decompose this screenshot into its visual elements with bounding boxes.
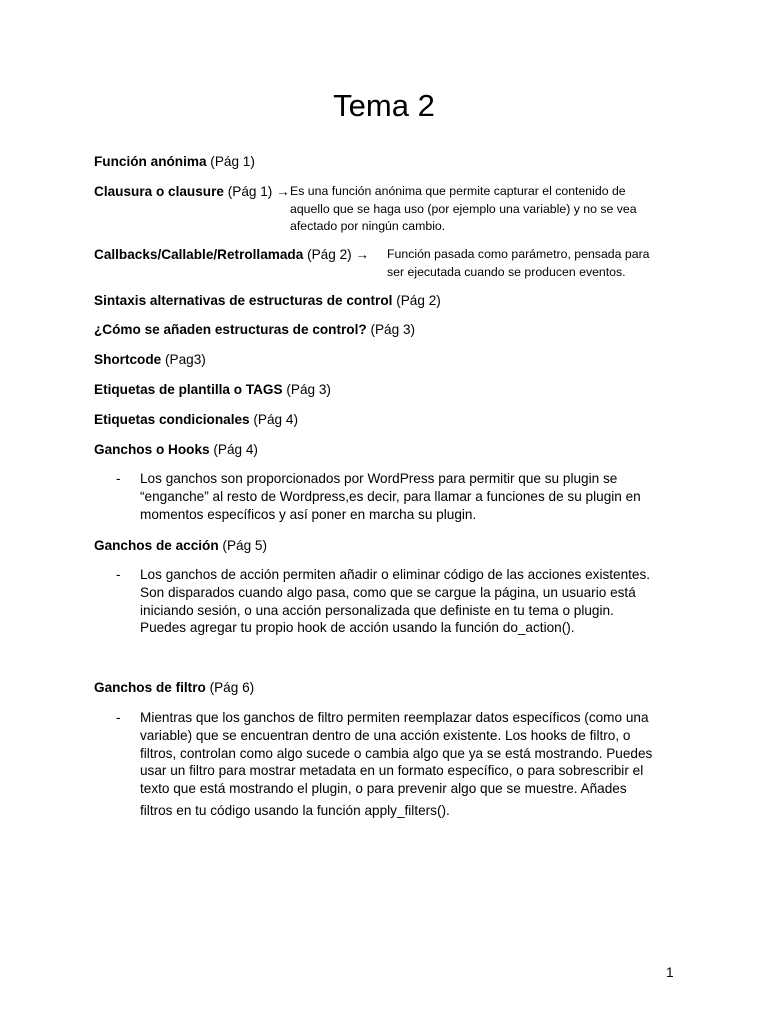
entry-page-ref: (Pág 2) [392, 293, 441, 308]
entry-callbacks [94, 246, 369, 263]
entry-term: Función anónima [94, 154, 207, 169]
paragraph-line: Mientras que los ganchos de filtro permiten reemplazar datos específicos (como una [140, 710, 649, 725]
paragraph-line: Los ganchos son proporcionados por WordPress para permitir que su plugin se [140, 471, 618, 486]
entry-ganchos-accion [94, 537, 267, 554]
entry-term: Clausura o clausure [94, 184, 224, 199]
ganchos-filtro-paragraph [140, 709, 680, 820]
entry-como-anaden [94, 321, 415, 338]
paragraph-line: Puedes agregar tu propio hook de acción usando la función do_action(). [140, 620, 575, 636]
entry-page-ref: (Pág 3) [282, 382, 331, 397]
entry-term: Ganchos de acción [94, 538, 219, 553]
page-number: 1 [666, 965, 674, 980]
description-line: Función pasada como parámetro, pensada para [387, 247, 650, 261]
ganchos-accion-paragraph [140, 566, 680, 637]
paragraph-line: Son disparados cuando algo pasa, como que se cargue la página, un usuario está [140, 584, 636, 600]
paragraph-line: “enganche” al resto de Wordpress,es decir, para llamar a funciones de su plugin en [140, 488, 641, 504]
list-bullet: - [116, 567, 121, 582]
entry-page-ref: (Pág 5) [218, 538, 268, 553]
entry-funcion-anonima [94, 153, 255, 170]
entry-term: Ganchos o Hooks [94, 442, 210, 457]
entry-sintaxis [94, 292, 441, 309]
entry-page-ref: (Pág 3) [366, 322, 416, 337]
entry-page-ref: (Pág 4) [249, 412, 298, 427]
description-line: ser ejecutada cuando se producen eventos. [387, 264, 626, 279]
description-line: Es una función anónima que permite capturar el contenido de [290, 184, 626, 198]
paragraph-line: momentos específicos y así poner en marcha su plugin. [140, 506, 477, 522]
paragraph-line: filtros, controlan como algo sucede o cambia algo que ya se está mostrando. Puedes [140, 745, 653, 761]
paragraph-line: usar un filtro para mostrar metadata en un formato específico, o para sobrescribir el [140, 763, 644, 779]
entry-term: Etiquetas de plantilla o TAGS [94, 382, 283, 397]
entry-term: Callbacks/Callable/Retrollamada [94, 247, 304, 262]
entry-page-ref: (Pág 4) [209, 442, 258, 457]
entry-term: Ganchos de filtro [94, 680, 206, 695]
entry-ganchos-hooks [94, 441, 258, 458]
entry-page-ref: (Pág 2) → [303, 247, 370, 262]
entry-page-ref: (Pág 1) [206, 154, 255, 169]
list-bullet: - [116, 710, 121, 725]
page-title: Tema 2 [333, 88, 435, 123]
entry-clausura [94, 183, 290, 200]
entry-term: Shortcode [94, 352, 162, 367]
description-line: aquello que se haga uso (por ejemplo una variable) y no se vea [290, 201, 637, 216]
entry-page-ref: (Pág 1) → [223, 184, 290, 199]
entry-etiquetas-plantilla [94, 381, 331, 398]
paragraph-line: variable) que se encuentran dentro de una acción existente. Los hooks de filtro, o [140, 727, 631, 743]
entry-etiquetas-condicionales [94, 411, 298, 428]
entry-ganchos-filtro [94, 679, 254, 696]
paragraph-line: texto que está mostrando el plugin, o para prevenir algo que se muestre. Añades [140, 781, 627, 797]
callbacks-description [387, 246, 650, 281]
entry-term: Etiquetas condicionales [94, 412, 250, 427]
entry-page-ref: (Pág 6) [205, 680, 255, 695]
paragraph-line: filtros en tu código usando la función apply_filters(). [140, 802, 450, 818]
ganchos-hooks-paragraph [140, 470, 680, 523]
entry-term: Sintaxis alternativas de estructuras de control [94, 293, 393, 308]
description-line: afectado por ningún cambio. [290, 219, 446, 233]
clausura-description [290, 183, 637, 236]
paragraph-line: Los ganchos de acción permiten añadir o eliminar código de las acciones existentes. [140, 567, 651, 582]
paragraph-line: iniciando sesión, o una acción personalizada que definiste en tu tema o plugin. [140, 602, 614, 618]
entry-shortcode [94, 351, 206, 368]
list-bullet: - [116, 471, 121, 486]
entry-term: ¿Cómo se añaden estructuras de control? [94, 322, 367, 337]
entry-page-ref: (Pag3) [161, 352, 206, 367]
